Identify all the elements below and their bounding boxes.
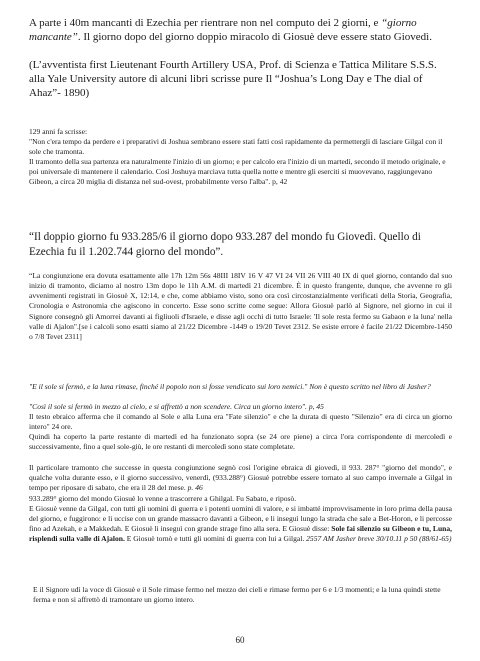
coverage-paragraph: Quindi ha coperto la parte restante di martedì ed ha funzionato sopra (se 24 ore piene) a circa l'ora corrispondente di mercoledì e successivamente, fino a quel sole-giù, le ore restanti di mercoledì sono state completate. [29,432,452,452]
intro-paragraph [29,16,452,44]
missing-day-quote: “giorno mancante” [29,17,417,43]
quote-body: Il tramonto della sua partenza era naturalmente l'inizio di un giorno; e per calcolo era l'inizio di un martedì, secondo il metodo originale, e poi universale di mantenere il calendario. Così Joshuya marciava tutta quella notte e mentre gli eserciti si muovevano, raggiungevano Gibeon, a circa 20 miglia di distanza nel sud-ovest, probabilmente verso l'alba". p, 42 [29,157,446,187]
sunset-text: Il particolare tramonto che successe in questa congiunzione segnò così l'origine ebraica di giovedì, il 933. 287° "giorno del mondo", e qualche volta durante esso, e il giorno successivo, venerdì, (933.288°) Giosuè potrebbe essere tornato al suo campo invernale a Gilgal in tempo per riposare di sabato, che era il 28 del mese. [29,463,452,493]
quote-intro: "Non c'era tempo da perdere e i preparativi di Joshua sembrano essere stati fatti così rapidamente da permettergli di lasciare Gilgal con il sole che tramonta. [29,137,443,157]
hebrew-text-paragraph: Il testo ebraico afferma che il comando al Sole e alla Luna era "Fate silenzio" e che la durata di questo "Silenzio" era di circa un giorno intero" 24 ore. [29,412,452,432]
conjunction-paragraph: “La congiunzione era dovuta esattamente alle 17h 12m 56s 48III 18IV 16 V 47 VI 24 VII 26 VIII 40 IX di quel giorno, contando dal suo inizio di tramonto, diciamo al nostro 13m dopo le 11h A.M. di martedì 21 dicembre. È in questo frangente, dunque, che avvenne ro gli avvenimenti registrati in Giosuè X, 12:14, e che, come abbiamo visto, sono ora così circostanzialmente verificati della Storia, Geografia, Cronologia e Astronomia che agiscono in concerto. Esse sono scritte come segue: Allora Giosuè parlò al Signore, nel giorno in cui il Signore consegnò gli Amorrei davanti ai figliuoli d'Israele, e disse agli occhi di tutto Israele: 'Il sole resta fermo su Gabaon e la luna' nella valle di Ajalon".[se i calcoli sono esatti siamo al 21/22 Dicembre -1449 o 19/20 Tevet 2312. Se esiste errore è facile 21/22 Dicembre-1450 o 7/8 Tevet 2311] [29,271,452,341]
jasher-quote-1: "E il sole si fermò, e la luna rimase, finché il popolo non si fosse vendicato sui loro nemici." Non è questo scritto nel libro di Jasher? [29,382,431,391]
author-note: (L’avventista first Lieutenant Fourth Artillery USA, Prof. di Scienza e Tattica Militare S.S.S. alla Yale University autore di alcuni libri scrisse pure Il “Joshua’s Long Day e The dial of Ahaz”- 1890) [29,59,437,99]
intro-rest: . Il giorno dopo del giorno doppio miracolo di Giosuè deve essere stato Giovedì. [77,31,432,43]
page-number: 60 [235,635,245,645]
return-text: E Giosuè tornò e tutti gli uomini di guerra con lui a Gilgal. [126,534,305,544]
sun-silence-command: Sole fai silenzio su Gibeon e tu, Luna, risplendi sulla valle di Ajalon. [29,524,452,544]
years-ago-label: 129 anni fa scrisse: [29,127,88,136]
joshua-battle-paragraph [29,504,452,545]
jasher-ref: 2557 AM Jasher breve 30/10.11 p 50 (88/61-65) [306,534,452,544]
sun-stood-still-paragraph: E il Signore udì la voce di Giosuè e il Sole rimase fermo nel mezzo dei cieli e rimase fermo per 6 e 1/3 momenti; e la luna quindi stette ferma e non si affrettò di tramontare un giorno intero. [33,585,441,605]
jasher-quote-2: "Così il sole si fermò in mezzo al cielo, e si affrettò a non scendere. Circa un giorno intero". p, 45 [29,402,324,411]
page-ref: p. 46 [187,483,203,493]
intro-line: A parte i 40m mancanti di Ezechia per rientrare non nel computo dei 2 giorni, e [29,17,379,29]
battle-text: E Giosuè venne da Gilgal, con tutti gli uomini di guerra e i potenti uomini di valore, e si imbatté improvvisamente in loro prima della pausa del giorno, e fuggirono: e li uccise con un grande massacro davanti a Gibeon, e li inseguì lungo la strada che sale a Bet-Horon, e li percosse fino ad Azekah, e a Makkedah. E Giosuè li inseguì con grande strage fino alla sera. E Giosuè disse: [29,504,452,534]
day-289-paragraph: 933.289° giorno del mondo Giosuè lo venne a trascorrere a Ghilgal. Fu Sabato, e riposò. [29,494,297,503]
sunset-paragraph [29,463,452,493]
double-day-statement: “Il doppio giorno fu 933.285/6 il giorno dopo 933.287 del mondo fu Giovedì. Quello di Ezechia fu il 1.202.744 giorno del mondo”. [29,231,421,258]
